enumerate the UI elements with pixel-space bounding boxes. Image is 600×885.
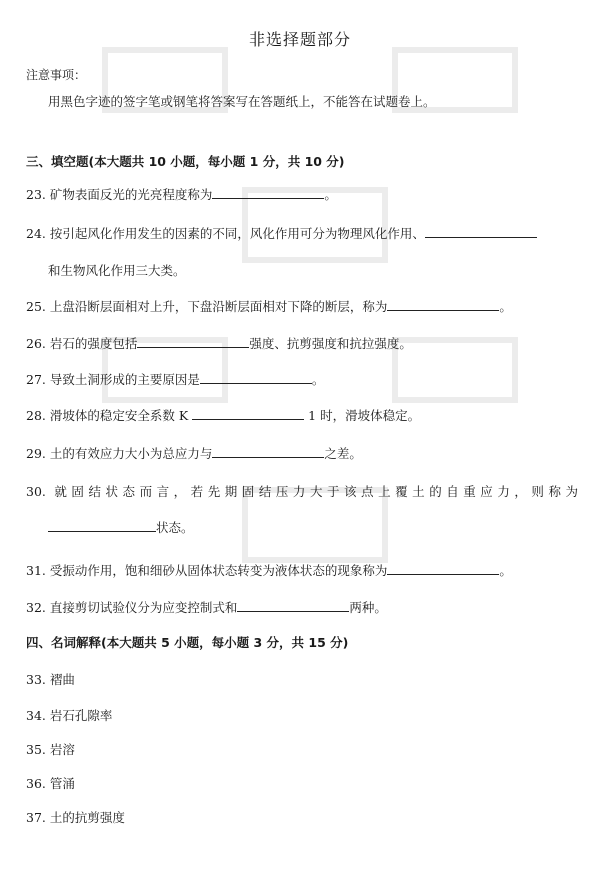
question-31-end: 。	[499, 563, 512, 578]
question-31	[26, 561, 512, 579]
question-24-text: 24. 按引起风化作用发生的因素的不同，风化作用可分为物理风化作用、	[26, 226, 425, 241]
question-27-text: 27. 导致土洞形成的主要原因是	[26, 372, 200, 387]
question-31-text: 31. 受振动作用，饱和细砂从固体状态转变为液体状态的现象称为	[26, 563, 388, 578]
question-27-end: 。	[311, 372, 325, 387]
question-23-end: 。	[324, 187, 337, 202]
question-28-end: 1 时，滑坡体稳定。	[308, 408, 421, 423]
term-35: 35. 岩溶	[26, 742, 75, 757]
answer-blank	[425, 226, 537, 238]
section-fill-in-heading: 三、填空题(本大题共 10 小题，每小题 1 分，共 10 分)	[26, 154, 345, 169]
question-26-end: 强度、抗剪强度和抗拉强度。	[249, 336, 412, 351]
term-37: 37. 土的抗剪强度	[26, 810, 125, 825]
answer-blank	[212, 187, 324, 199]
question-27	[26, 370, 324, 388]
answer-blank	[387, 299, 499, 311]
answer-blank	[48, 520, 156, 532]
question-28-text: 28. 滑坡体的稳定安全系数 K	[26, 408, 189, 423]
question-24	[26, 224, 537, 242]
question-25-text: 25. 上盘沿断层面相对上升，下盘沿断层面相对下降的断层，称为	[26, 299, 388, 314]
question-30: 30. 就固结状态而言，若先期固结压力大于该点上覆土的自重应力，则称为	[26, 484, 578, 499]
question-28	[26, 406, 420, 424]
answer-blank	[137, 336, 249, 348]
question-29-text: 29. 土的有效应力大小为总应力与	[26, 446, 213, 461]
question-26	[26, 334, 412, 352]
question-32-end: 两种。	[349, 600, 387, 615]
question-25-end: 。	[499, 299, 512, 314]
section-definitions-heading: 四、名词解释(本大题共 5 小题，每小题 3 分，共 15 分)	[26, 635, 349, 650]
question-24-line2: 和生物风化作用三大类。	[48, 263, 186, 278]
question-23-text: 23. 矿物表面反光的光亮程度称为	[26, 187, 213, 202]
answer-blank	[200, 372, 312, 384]
question-30-end: 状态。	[156, 520, 194, 535]
answer-blank	[212, 446, 324, 458]
question-32	[26, 598, 387, 616]
question-30-line2	[48, 518, 194, 536]
question-26-text: 26. 岩石的强度包括	[26, 336, 138, 351]
notice-label: 注意事项：	[26, 68, 87, 82]
page-title: 非选择题部分	[248, 30, 351, 49]
term-34: 34. 岩石孔隙率	[26, 708, 113, 723]
answer-blank	[387, 563, 499, 575]
term-33: 33. 褶曲	[26, 672, 75, 687]
question-32-text: 32. 直接剪切试验仪分为应变控制式和	[26, 600, 238, 615]
question-23	[26, 185, 337, 203]
answer-blank	[237, 600, 349, 612]
term-36: 36. 管涌	[26, 776, 75, 791]
question-29	[26, 444, 362, 462]
question-29-end: 之差。	[324, 446, 362, 461]
question-25	[26, 297, 512, 315]
answer-blank	[192, 408, 304, 420]
notice-text: 用黑色字迹的签字笔或钢笔将答案写在答题纸上，不能答在试题卷上。	[48, 94, 436, 109]
